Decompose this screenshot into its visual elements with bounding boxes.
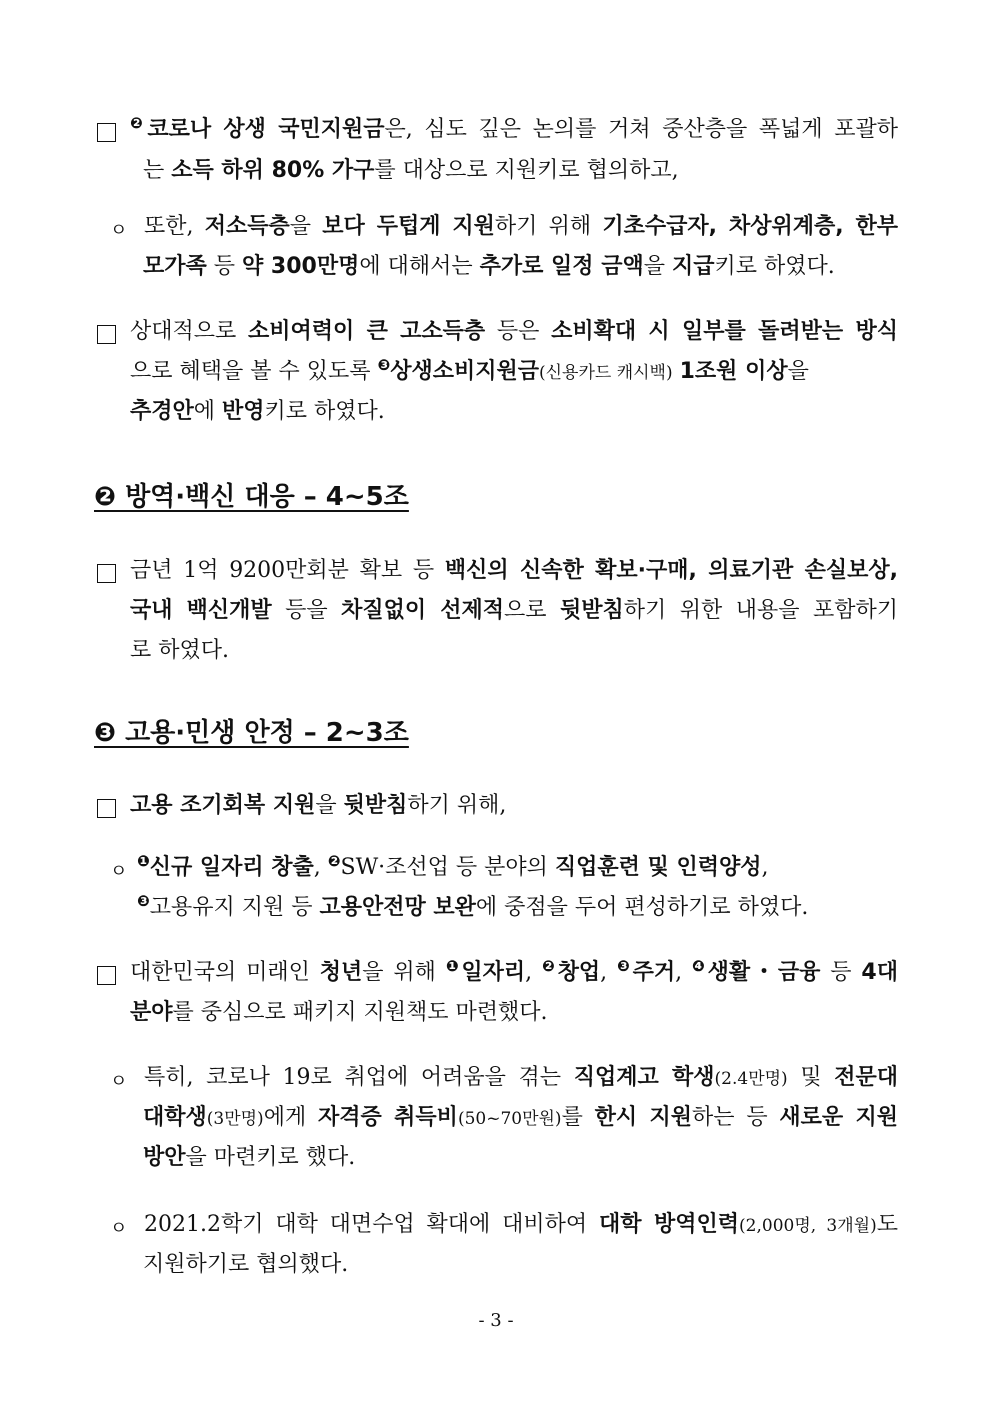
circle-bullet: ㅇ [110, 1218, 128, 1239]
paragraph-line [130, 317, 898, 347]
circle-bullet: ㅇ [110, 220, 128, 241]
text: , [761, 855, 769, 880]
paragraph-line [143, 1250, 348, 1280]
bold-text: 직업훈련 및 인력양성 [554, 855, 762, 880]
checkbox-bullet [97, 966, 116, 985]
text: 금년 1억 9200만회분 확보 등 [130, 558, 445, 583]
bold-text: 한시 지원 [594, 1105, 693, 1130]
bold-text: 직업계고 학생 [573, 1065, 715, 1090]
page-number: - 3 - [478, 1310, 514, 1331]
bold-text: 추경안 [130, 399, 194, 424]
bold-text: 저소득층 [204, 214, 290, 239]
text: 은, 심도 깊은 논의를 거쳐 중산층을 폭넓게 포괄하 [384, 117, 899, 142]
text: 를 대상으로 지원키로 협의하고, [374, 158, 679, 183]
paragraph-line [143, 156, 679, 186]
bold-text: 창업 [557, 960, 601, 985]
bold-text: 백신의 신속한 확보·구매, 의료기관 손실보상, [444, 558, 898, 583]
bold-text: 지급 [671, 254, 715, 279]
text: 등은 [485, 319, 552, 344]
bold-text: 신규 일자리 창출 [149, 855, 314, 880]
text: 에 [193, 399, 223, 424]
text: 하기 위한 내용을 포함하기 [623, 598, 898, 623]
small-text: (2.4만명) [714, 1069, 788, 1089]
paragraph-line [130, 397, 385, 427]
circled-number: ❷ [130, 114, 148, 132]
circled-number: ❶ [445, 957, 462, 975]
bold-text: 4대 [861, 960, 898, 985]
paragraph-line [130, 958, 898, 989]
circle-bullet: ㅇ [110, 1071, 128, 1092]
checkbox-bullet [97, 799, 116, 818]
bold-text: 전문대 [834, 1065, 899, 1090]
text: 키로 하였다. [714, 254, 835, 279]
bold-text: 상생소비지원금 [390, 359, 539, 384]
text: 에 중점을 두어 편성하기로 하였다. [475, 895, 809, 920]
text: 을 [643, 254, 672, 279]
text: 지원하기로 협의했다. [143, 1252, 349, 1277]
paragraph-line [130, 596, 898, 626]
text: 도 [876, 1212, 898, 1237]
bold-text: 추가로 일정 금액 [479, 254, 644, 279]
text: 대한민국의 미래인 [130, 960, 320, 985]
text: 는 [143, 158, 172, 183]
text: , [675, 960, 693, 985]
checkbox-bullet [97, 123, 116, 142]
bold-text: 분야 [130, 1000, 173, 1025]
bold-text: 소비여력이 큰 고소득층 [247, 319, 486, 344]
text: 을 마련키로 했다. [185, 1145, 356, 1170]
bold-text: 반영 [222, 399, 265, 424]
bold-text: 1조원 이상 [679, 359, 788, 384]
text: 으로 [504, 598, 561, 623]
text: 등 [206, 254, 243, 279]
text: 을 [787, 359, 809, 384]
text: 로 하였다. [130, 638, 229, 663]
paragraph-line [137, 853, 769, 884]
text: , [600, 960, 618, 985]
circled-number: ❸ [137, 892, 150, 910]
bold-text: 보다 두텁게 지원 [322, 214, 495, 239]
text: 으로 혜택을 볼 수 있도록 [130, 359, 378, 384]
text: 하기 위해, [407, 793, 507, 818]
bold-text: 고용 조기회복 지원 [130, 793, 316, 818]
text: 을 위해 [362, 960, 446, 985]
text: 또한, [144, 214, 205, 239]
bold-text: 주거 [632, 960, 676, 985]
bold-text: 뒷받침 [343, 793, 408, 818]
bold-text: 소비확대 시 일부를 돌려받는 방식 [551, 319, 898, 344]
text: 을 [315, 793, 344, 818]
text: 를 [561, 1105, 595, 1130]
text: 을 [289, 214, 323, 239]
bold-text: 방안 [143, 1145, 186, 1170]
bold-text: 일자리 [461, 960, 526, 985]
circle-bullet: ㅇ [110, 861, 128, 882]
section-heading: ❷ 방역·백신 대응 – 4~5조 [94, 482, 409, 512]
bold-text: 국내 백신개발 [130, 598, 272, 623]
circled-number: ❶ [137, 852, 150, 870]
text: SW·조선업 등 분야의 [340, 855, 555, 880]
bold-text: 기초수급자, 차상위계층, 한부 [602, 214, 898, 239]
paragraph-line [137, 893, 808, 924]
paragraph-line [130, 115, 898, 146]
text: , [313, 855, 328, 880]
small-text: (신용카드 캐시백) [538, 363, 673, 383]
bold-text: 새로운 지원 [779, 1105, 899, 1130]
paragraph-line [130, 636, 229, 666]
bold-text: 코로나 상생 국민지원금 [147, 117, 385, 142]
text: 키로 하였다. [264, 399, 385, 424]
text: 상대적으로 [130, 319, 248, 344]
bold-text: 뒷받침 [560, 598, 624, 623]
paragraph-line [143, 1143, 355, 1173]
text: 2021.2학기 대학 대면수업 확대에 대비하여 [144, 1212, 600, 1237]
paragraph-line [130, 791, 506, 821]
section-heading: ❸ 고용·민생 안정 – 2~3조 [94, 718, 409, 748]
checkbox-bullet [97, 325, 116, 344]
paragraph-line [143, 1103, 898, 1134]
text: , [525, 960, 543, 985]
paragraph-line [130, 357, 809, 388]
paragraph-line [144, 1063, 898, 1094]
bold-text: 대학생 [143, 1105, 207, 1130]
text: 특히, 코로나 19로 취업에 어려움을 겪는 [144, 1065, 574, 1090]
circled-number: ❸ [377, 356, 391, 374]
bold-text: 자격증 취득비 [317, 1105, 458, 1130]
paragraph-line [130, 998, 548, 1028]
bold-text: 청년 [319, 960, 363, 985]
small-text: (2,000명, 3개월) [739, 1216, 877, 1236]
bold-text: 대학 방역인력 [599, 1212, 740, 1237]
bold-text: 모가족 [143, 254, 207, 279]
text: 하는 등 [692, 1105, 780, 1130]
bold-text: 차질없이 선제적 [341, 598, 505, 623]
bold-text: 생활・금융 [707, 960, 821, 985]
bold-text: 소득 하위 80% 가구 [171, 158, 375, 183]
checkbox-bullet [97, 564, 116, 583]
text: 하기 위해 [494, 214, 603, 239]
paragraph-line [144, 1210, 898, 1241]
text: 및 [787, 1065, 835, 1090]
circled-number: ❸ [617, 957, 633, 975]
paragraph-line [130, 556, 898, 586]
bold-text: 고용안전망 보완 [319, 895, 476, 920]
circled-number: ❷ [542, 957, 558, 975]
circled-number: ❷ [327, 852, 341, 870]
paragraph-line [144, 212, 898, 242]
text [673, 359, 680, 384]
text: 등 [820, 960, 862, 985]
text: 등을 [271, 598, 342, 623]
bold-text: 약 300만명 [242, 254, 360, 279]
small-text: (50~70만원) [457, 1109, 562, 1129]
small-text: (3만명) [206, 1109, 264, 1129]
text: 고용유지 지원 등 [149, 895, 320, 920]
paragraph-line [143, 252, 835, 282]
text: 에게 [263, 1105, 318, 1130]
circled-number: ❹ [692, 957, 708, 975]
text: 에 대해서는 [359, 254, 480, 279]
text: 를 중심으로 패키지 지원책도 마련했다. [172, 1000, 548, 1025]
